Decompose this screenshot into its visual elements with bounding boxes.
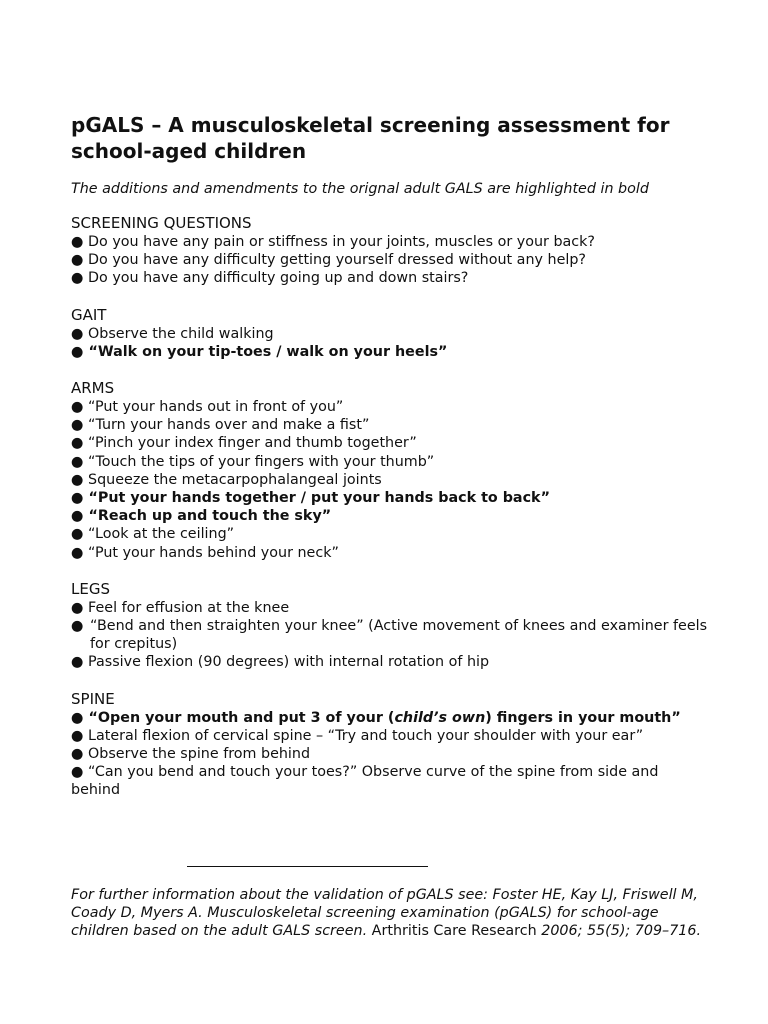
- list-item: ● Squeeze the metacarpophalangeal joints: [71, 471, 382, 488]
- bullet-icon: ●: [71, 544, 84, 561]
- section-heading: GAIT: [71, 305, 107, 324]
- bullet-icon: ●: [71, 252, 84, 269]
- list-item: ● “Pinch your index finger and thumb together”: [71, 435, 417, 452]
- footnote-separator: [187, 866, 428, 867]
- bullet-icon: ●: [71, 654, 84, 671]
- section-heading: SCREENING QUESTIONS: [71, 214, 252, 232]
- list-item: ● Passive flexion (90 degrees) with internal rotation of hip: [71, 654, 490, 671]
- list-item: ● “Walk on your tip-toes / walk on your heels”: [71, 343, 448, 360]
- document-subtitle: The additions and amendments to the orignal adult GALS are highlighted in bold: [71, 181, 649, 197]
- bullet-icon: ●: [71, 325, 84, 342]
- list-item: ● “Touch the tips of your fingers with your thumb”: [71, 453, 435, 470]
- bullet-icon: ●: [71, 399, 84, 416]
- bullet-icon: ●: [71, 453, 84, 470]
- bullet-icon: ●: [71, 417, 84, 434]
- list-item: ● “Put your hands out in front of you”: [71, 399, 344, 416]
- list-item: ● “Open your mouth and put 3 of your (child’s own) fingers in your mouth”: [71, 709, 681, 726]
- document-title: pGALS – A musculoskeletal screening assessment for school-aged children: [71, 113, 670, 163]
- list-item: ● “Reach up and touch the sky”: [71, 508, 332, 525]
- document-body: [71, 214, 711, 818]
- list-item: ● Feel for effusion at the knee: [71, 599, 290, 616]
- list-item: ● “Put your hands behind your neck”: [71, 544, 339, 561]
- bullet-icon: ●: [71, 746, 84, 763]
- list-item: ● “Bend and then straighten your knee” (Active movement of knees and examiner feels for crepitus): [71, 618, 708, 653]
- section-gait: [71, 306, 711, 361]
- bullet-icon: ●: [71, 709, 84, 726]
- list-item: ● “Can you bend and touch your toes?” Observe curve of the spine from side and behind: [71, 764, 659, 799]
- bullet-icon: ●: [71, 471, 84, 488]
- section-heading: SPINE: [71, 689, 115, 708]
- section-legs: [71, 580, 711, 672]
- bullet-icon: ●: [71, 234, 84, 250]
- list-item: ● “Put your hands together / put your hands back to back”: [71, 490, 550, 507]
- section-spine: [71, 690, 711, 800]
- footnote: For further information about the validation of pGALS see: Foster HE, Kay LJ, Friswell M, Coady D, Myers A. Musculoskeletal screening examination (pGALS) for school-age children based on the adult GALS screen. Arthritis Care Research 2006; 55(5); 709–716.: [71, 887, 702, 940]
- list-item: ● Lateral flexion of cervical spine – “Try and touch your shoulder with your ear”: [71, 727, 644, 744]
- list-item: ● “Look at the ceiling”: [71, 526, 235, 543]
- list-item: ● Do you have any pain or stiffness in your joints, muscles or your back?: [71, 234, 596, 250]
- list-item: ● Do you have any difficulty getting yourself dressed without any help?: [71, 252, 587, 269]
- bullet-icon: ●: [71, 526, 84, 543]
- bullet-icon: ●: [71, 270, 84, 287]
- bullet-icon: ●: [71, 618, 84, 635]
- section-screening-questions: [71, 214, 711, 288]
- bullet-icon: ●: [71, 508, 84, 525]
- list-item: ● Do you have any difficulty going up and down stairs?: [71, 270, 469, 287]
- section-arms: [71, 379, 711, 562]
- bullet-icon: ●: [71, 764, 84, 781]
- list-item: ● “Turn your hands over and make a fist”: [71, 417, 370, 434]
- bullet-icon: ●: [71, 727, 84, 744]
- bullet-icon: ●: [71, 343, 84, 360]
- bullet-icon: ●: [71, 435, 84, 452]
- list-item: ● Observe the spine from behind: [71, 746, 311, 763]
- list-item: ● Observe the child walking: [71, 325, 274, 342]
- section-heading: ARMS: [71, 379, 115, 398]
- bullet-icon: ●: [71, 490, 84, 507]
- bullet-icon: ●: [71, 599, 84, 616]
- section-heading: LEGS: [71, 579, 110, 598]
